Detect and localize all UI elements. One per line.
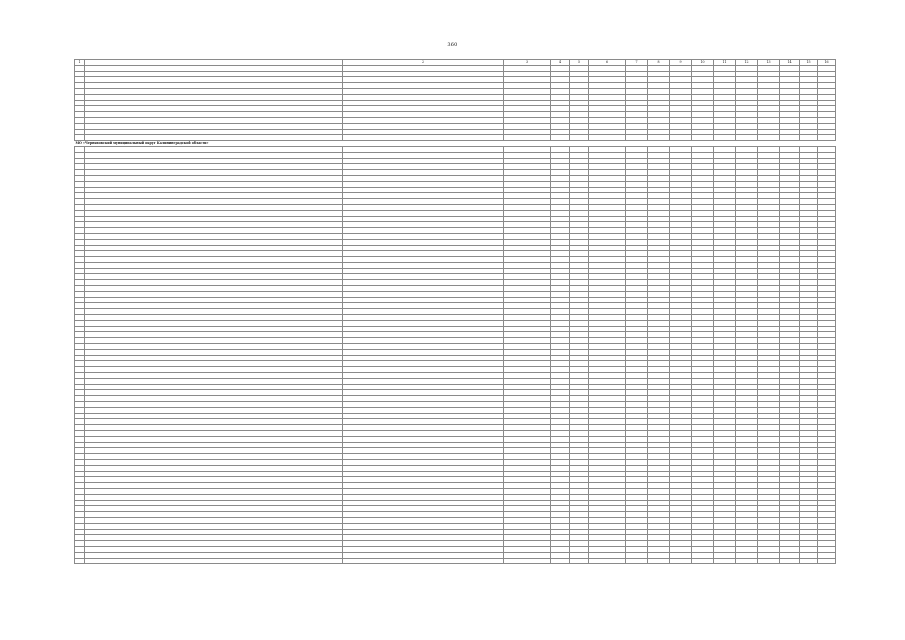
column-header: 8 (648, 60, 670, 66)
table-cell (75, 558, 85, 564)
table-cell (589, 558, 626, 564)
table-cell (736, 558, 758, 564)
table-cell (758, 558, 780, 564)
schedule-table-container (74, 59, 835, 564)
table-cell (670, 558, 692, 564)
table-row (75, 558, 836, 564)
column-header: 6 (589, 60, 626, 66)
table-cell (551, 558, 570, 564)
column-header: 3 (504, 60, 551, 66)
column-header: 15 (800, 60, 818, 66)
table-cell (800, 558, 818, 564)
column-header: 9 (670, 60, 692, 66)
column-header: 5 (570, 60, 589, 66)
table-body (75, 65, 836, 564)
page-number: 360 (447, 42, 458, 48)
section-heading: МО «Черняховский муниципальный округ Калининградской области» (75, 141, 836, 147)
table-cell (648, 558, 670, 564)
column-header: 2 (343, 60, 504, 66)
table-cell (504, 558, 551, 564)
column-header: 12 (736, 60, 758, 66)
table-cell (818, 558, 836, 564)
column-header: 11 (714, 60, 736, 66)
table-cell (692, 558, 714, 564)
column-header: 16 (818, 60, 836, 66)
table-cell (570, 558, 589, 564)
table-cell (626, 558, 648, 564)
column-header: 14 (780, 60, 800, 66)
table-cell (714, 558, 736, 564)
schedule-table (74, 59, 836, 564)
column-header: 4 (551, 60, 570, 66)
column-header: 7 (626, 60, 648, 66)
column-header: 1 (75, 60, 85, 66)
column-header: 13 (758, 60, 780, 66)
table-cell (343, 558, 504, 564)
column-header: 10 (692, 60, 714, 66)
table-cell (85, 558, 343, 564)
table-cell (780, 558, 800, 564)
